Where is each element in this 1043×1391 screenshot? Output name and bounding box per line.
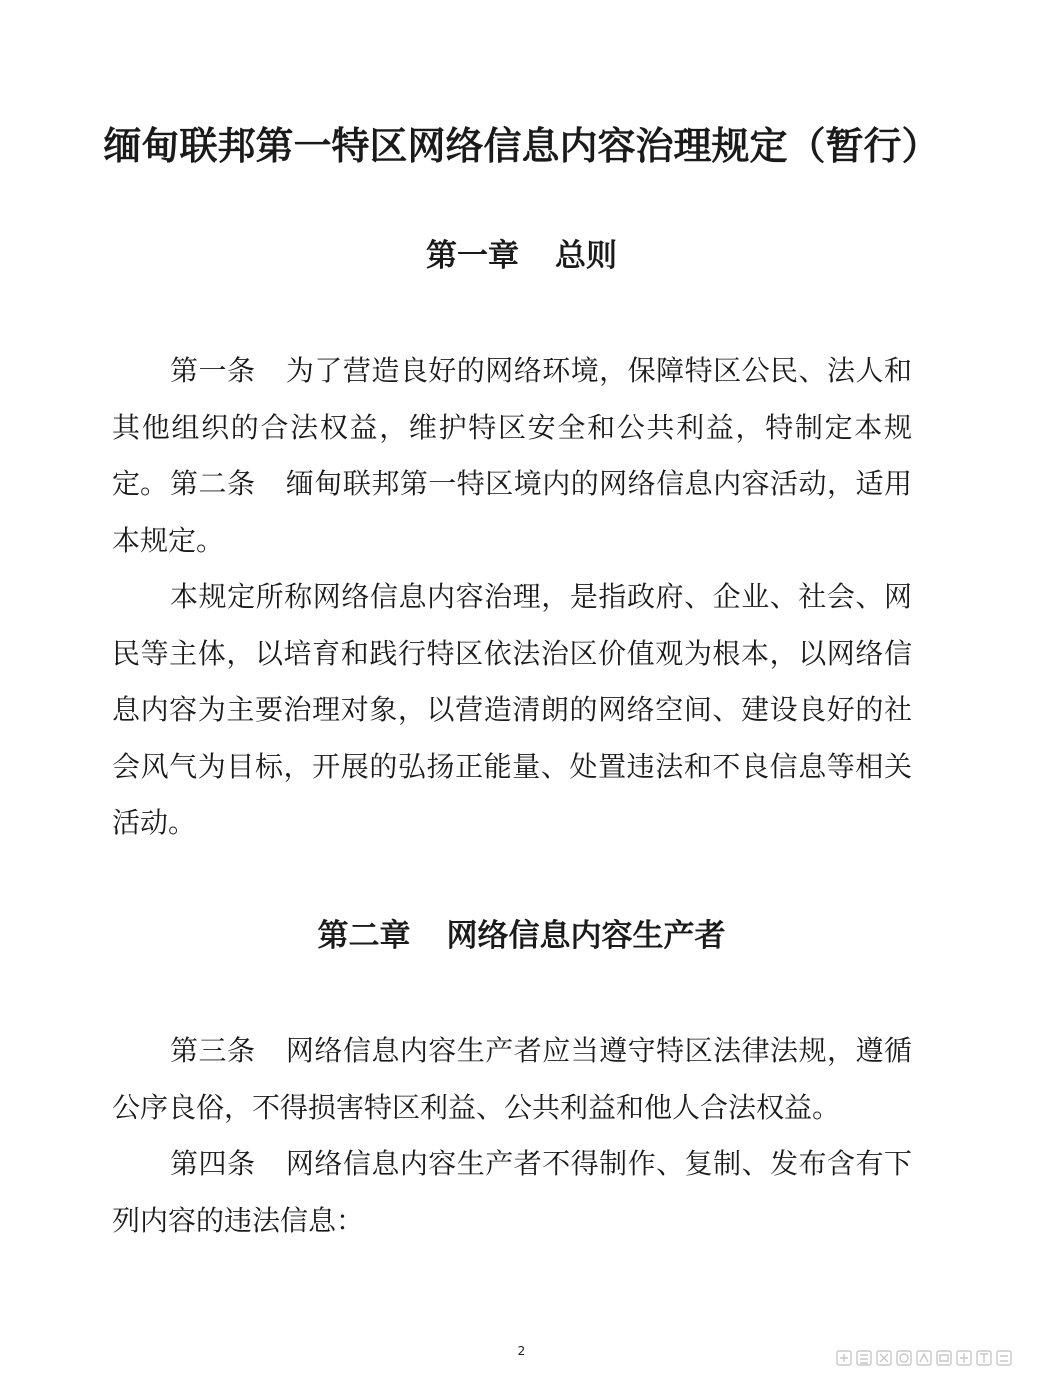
article-text: 网络信息内容生产者应当遵守特区法律法规，遵循公序良俗，不得损害特区利益、公共利益和他人合法权益。 (112, 1034, 912, 1124)
article-text: 为了营造良好的网络环境，保障特区公民、法人和其他组织的合法权益，维护特区安全和公共利益，特制定本规定。 (112, 354, 912, 500)
article-paragraph (112, 1023, 912, 1136)
body-paragraph: 本规定所称网络信息内容治理，是指政府、企业、社会、网民等主体，以培育和践行特区依法治区价值观为根本，以网络信息内容为主要治理对象，以营造清朗的网络空间、建设良好的社会风气为目标，开展的弘扬正能量、处置违法和不良信息等相关活动。 (112, 580, 912, 839)
chapter-heading (0, 232, 1043, 280)
chapter-name: 网络信息内容生产者 (446, 918, 726, 954)
chapter-heading (0, 912, 1043, 960)
article-text: 网络信息内容生产者不得制作、复制、发布含有下列内容的违法信息： (112, 1147, 912, 1237)
article-label: 第四条 (170, 1147, 256, 1180)
document-title: 缅甸联邦第一特区网络信息内容治理规定（暂行） (103, 124, 940, 168)
page-number: 2 (517, 1344, 526, 1358)
article-paragraph (112, 456, 912, 569)
chapter-number: 第一章 (426, 238, 519, 274)
chapter-name: 总则 (555, 238, 617, 274)
article-paragraph (112, 1136, 912, 1249)
article-text: 缅甸联邦第一特区境内的网络信息内容活动，适用本规定。 (112, 467, 912, 557)
watermark-logo-icon (835, 1346, 1020, 1370)
article-label: 第三条 (170, 1034, 256, 1067)
article-label: 第二条 (170, 467, 256, 500)
article-label: 第一条 (170, 354, 256, 387)
chapter-number: 第二章 (317, 918, 411, 954)
